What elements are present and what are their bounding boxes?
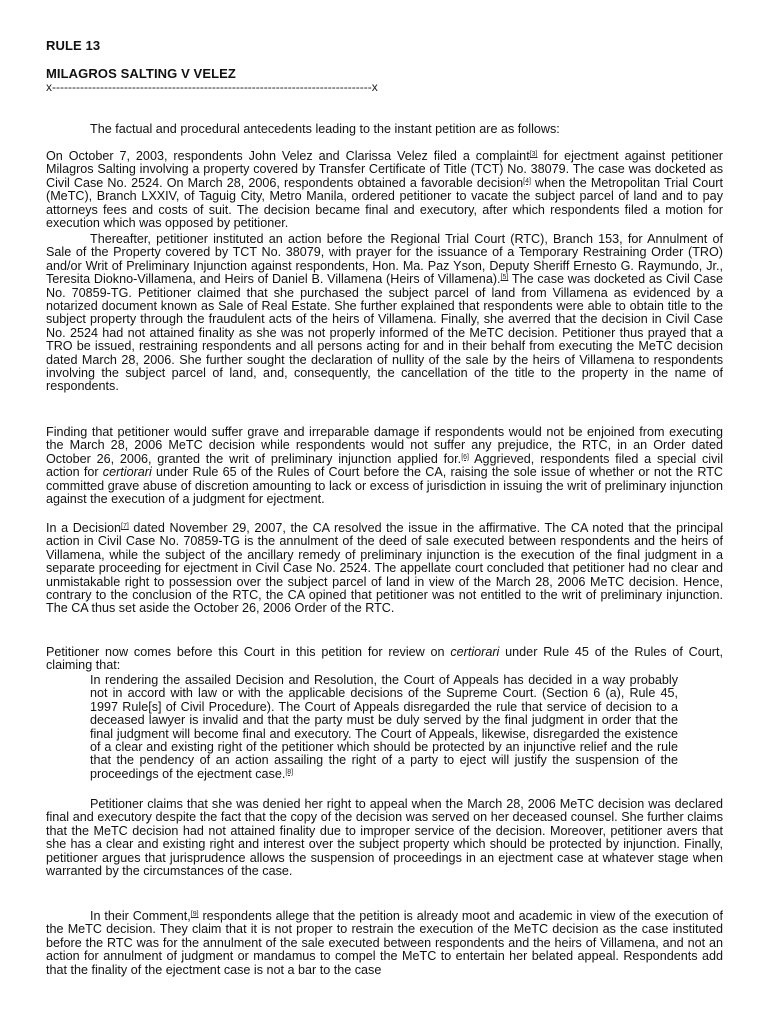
paragraph-5	[46, 646, 723, 673]
paragraph-4	[46, 522, 723, 616]
block-quote	[90, 674, 678, 781]
paragraph-5-text-b: under Rule 45 of the Rules of Court, claiming that:	[46, 645, 723, 673]
paragraph-3-emphasis: certiorari	[102, 465, 152, 480]
footnote-link-8[interactable]: [8]	[285, 768, 294, 776]
separator-line: x--------------------------------------------------------------------------------x	[46, 80, 378, 94]
case-title: MILAGROS SALTING V VELEZ	[46, 66, 236, 81]
paragraph-4-text-a: In a Decision	[46, 521, 122, 535]
footnote-link-7[interactable]: [7]	[121, 523, 129, 530]
paragraph-3-text-c: under Rule 65 of the Rules of Court before the CA, raising the sole issue of whether or not the RTC committed grave abuse of discretion amounting to lack or excess of jurisdiction in issuing the writ of preliminary injunction against the execution of a judgment for ejectment.	[46, 465, 723, 507]
paragraph-3	[46, 426, 723, 506]
paragraph-3-text-b: Aggrieved, respondents filed a special civil action for	[46, 451, 723, 480]
footnote-link-5[interactable]: [5]	[500, 274, 509, 282]
footnote-link-6[interactable]: [6]	[461, 453, 469, 461]
footnote-link-3[interactable]: [3]	[529, 151, 538, 158]
intro-paragraph: The factual and procedural antecedents leading to the instant petition are as follows:	[90, 122, 560, 136]
rule-heading: RULE 13	[46, 38, 101, 53]
paragraph-1	[46, 150, 723, 230]
paragraph-1-text-b: for ejectment against petitioner Milagros Salting involving a property covered by Transfer Certificate of Title (TCT) No. 38079. The case was docketed as Civil Case No. 2524. On March 28, 2006, respondents obtained a favorable decision	[46, 149, 723, 190]
paragraph-4-text-b: dated November 29, 2007, the CA resolved the issue in the affirmative. The CA noted that the principal action in Civil Case No. 70859-TG is the annulment of the deed of sale executed between respondents and the heirs of Villamena, while the subject of the ancillary remedy of preliminary injunction is the execution of the final judgment in a separate proceeding for ejectment in Civil Case No. 2524. The appellate court concluded that petitioner had no clear and unmistakable right to possession over the subject parcel of land in view of the March 28, 2006 MeTC decision. Hence, contrary to the conclusion of the RTC, the CA opined that petitioner was not entitled to the writ of preliminary injunction. The CA thus set aside the October 26, 2006 Order of the RTC.	[46, 521, 723, 616]
footnote-link-9[interactable]: [9]	[190, 911, 199, 918]
paragraph-2-text-b: The case was docketed as Civil Case No. 70859-TG. Petitioner claimed that she purchased the subject parcel of land from Villamena as evidenced by a notarized document known as Sale of Real Estate. She further explained that respondents were able to obtain title to the subject property through the fraudulent acts of the heirs of Villamena. Finally, she averred that the decision in Civil Case No. 2524 had not attained finality as she was not properly informed of the MeTC decision. Petitioner thus prayed that a TRO be issued, restraining respondents and all persons acting for and in their behalf from executing the MeTC decision dated March 28, 2006. She further sought the declaration of nullity of the sale by the heirs of Villamena to respondents involving the subject parcel of land, and, consequently, the cancellation of the title to the property in the name of respondents.	[46, 272, 723, 394]
paragraph-1-text-a: On October 7, 2003, respondents John Velez and Clarissa Velez filed a complaint	[46, 149, 530, 163]
paragraph-5-emphasis: certiorari	[450, 645, 500, 659]
paragraph-2-text-a: Thereafter, petitioner instituted an action before the Regional Trial Court (RTC), Branch 153, for Annulment of Sale of the Property covered by TCT No. 38079, with prayer for the issuance of a Temporary Restraining Order (TRO) and/or Writ of Preliminary Injunction against respondents, Hon. Ma. Paz Yson, Deputy Sheriff Ernesto G. Raymundo, Jr., Teresita Diokno-Villamena, and Heirs of Daniel B. Villamena (Heirs of Villamena).	[46, 232, 723, 287]
paragraph-7	[46, 910, 723, 977]
paragraph-6: Petitioner claims that she was denied her right to appeal when the March 28, 2006 MeTC decision was declared final and executory despite the fact that the copy of the decision was served on her deceased counsel. She further claims that the MeTC decision had not attained finality due to improper service of the decision. Moreover, petitioner avers that she has a clear and existing right and interest over the subject property which should be protected by injunction. Finally, petitioner argues that jurisprudence allows the suspension of proceedings in an ejectment case at whatever stage when warranted by the circumstances of the case.	[46, 797, 723, 879]
block-quote-text: In rendering the assailed Decision and Resolution, the Court of Appeals has decided in a way probably not in accord with law or with the applicable decisions of the Supreme Court. (Section 6 (a), Rule 45, 1997 Rule[s] of Civil Procedure). The Court of Appeals disregarded the rule that service of decision to a deceased lawyer is invalid and that the party must be duly served by the final judgment in order that the final judgment will become final and executory. The Court of Appeals, likewise, disregarded the existence of a clear and existing right of the petitioner which should be protected by an injunctive relief and the rule that the pendency of an action assailing the right of a party to eject will justify the suspension of the proceedings of the ejectment case.	[90, 673, 678, 781]
paragraph-7-text-a: In their Comment,	[90, 909, 191, 923]
paragraph-7-text-b: respondents allege that the petition is already moot and academic in view of the execution of the MeTC decision. They claim that it is not proper to restrain the execution of the MeTC decision as the case instituted before the RTC was for the annulment of the sale executed between respondents and the heirs of Villamena, and not an action for annulment of judgment or mandamus to compel the MeTC to entertain her belated appeal. Respondents add that the finality of the ejectment case is not a bar to the case	[46, 909, 723, 977]
paragraph-3-text-a: Finding that petitioner would suffer grave and irreparable damage if respondents would not be enjoined from executing the March 28, 2006 MeTC decision while respondents would not suffer any prejudice, the RTC, in an Order dated October 26, 2006, granted the writ of preliminary injunction applied for.	[46, 425, 723, 466]
footnote-link-4[interactable]: [4]	[523, 177, 531, 185]
paragraph-1-text-c: when the Metropolitan Trial Court (MeTC), Branch LXXIV, of Taguig City, Metro Manila, ordered petitioner to vacate the subject parcel of land and to pay attorneys fees and costs of suit. The decision became final and executory, after which respondents filed a motion for execution which was opposed by petitioner.	[46, 175, 723, 231]
paragraph-5-text-a: Petitioner now comes before this Court in this petition for review on	[46, 645, 451, 659]
paragraph-2	[46, 233, 723, 394]
